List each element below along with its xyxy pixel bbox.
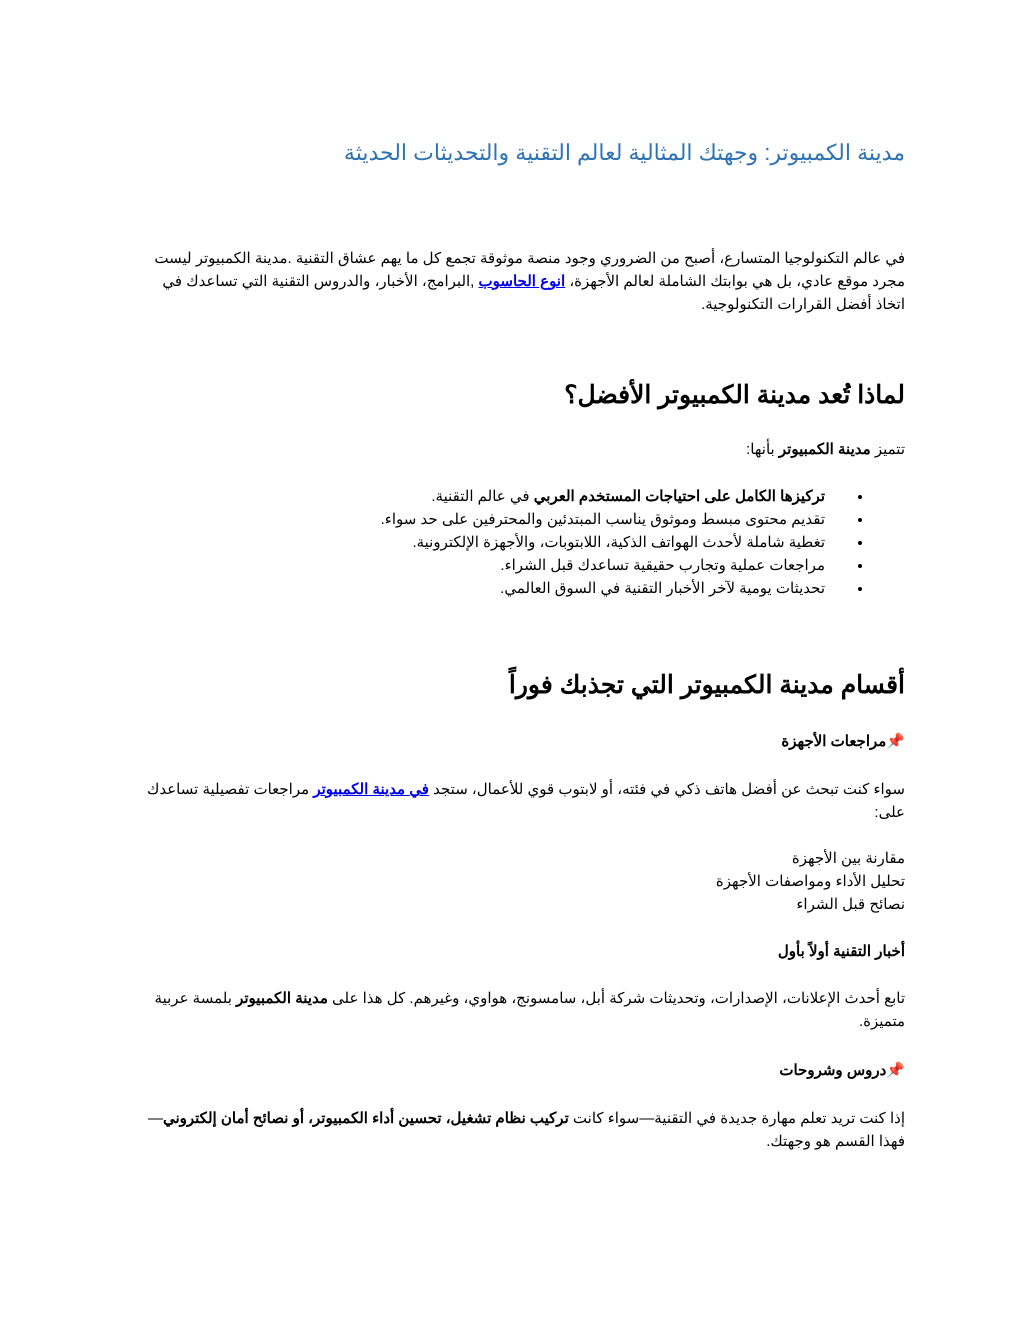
item-bold: تركيزها الكامل على احتياجات المستخدم العربي xyxy=(533,488,825,505)
list-item xyxy=(134,531,847,554)
why-lead xyxy=(134,438,905,461)
computer-types-link[interactable]: انوع الحاسوب xyxy=(478,273,566,290)
news-heading: أخبار التقنية أولاً بأول xyxy=(777,943,905,960)
sections-heading: أقسام مدينة الكمبيوتر التي تجذبك فوراً xyxy=(508,671,905,699)
news-paragraph xyxy=(134,987,905,1033)
list-item xyxy=(134,508,847,531)
review-item: تحليل الأداء ومواصفات الأجهزة xyxy=(715,873,905,890)
lead-text: تتميز xyxy=(870,441,905,458)
intro-paragraph xyxy=(134,247,905,316)
item-text: تقديم محتوى مبسط وموثوق يناسب المبتدئين والمحترفين على حد سواء. xyxy=(380,511,825,528)
list-item xyxy=(134,485,847,508)
lessons-text: إذا كنت تريد تعلم مهارة جديدة في التقنية—سواء كانت xyxy=(568,1110,905,1127)
pin-icon: 📌 xyxy=(886,733,905,750)
reviews-heading xyxy=(134,732,905,750)
reviews-items xyxy=(134,847,905,916)
item-text: مراجعات عملية وتجارب حقيقية تساعدك قبل الشراء. xyxy=(500,557,825,574)
reviews-heading-text: مراجعات الأجهزة xyxy=(781,733,887,750)
reviews-paragraph xyxy=(134,778,905,824)
list-item xyxy=(134,577,847,600)
lessons-text-end: —فهذا القسم هو وجهتك. xyxy=(147,1110,905,1150)
news-text-end: بلمسة عربية متميزة. xyxy=(154,990,905,1030)
intro-text-end: ,البرامج، الأخبار، والدروس التقنية التي تساعدك في اتخاذ أفضل القرارات التكنولوجية. xyxy=(162,273,905,313)
lead-bold: مدينة الكمبيوتر xyxy=(778,441,871,458)
item-text: تحديثات يومية لآخر الأخبار التقنية في السوق العالمي. xyxy=(500,580,825,597)
lessons-paragraph xyxy=(134,1107,905,1153)
lead-text-end: بأنها: xyxy=(746,441,779,458)
why-heading: لماذا تُعد مدينة الكمبيوتر الأفضل؟ xyxy=(564,381,905,409)
review-item: نصائح قبل الشراء xyxy=(796,896,905,913)
features-list xyxy=(134,485,905,600)
list-item xyxy=(134,554,847,577)
intro-text: في عالم التكنولوجيا المتسارع، أصبح من الضروري وجود منصة موثوقة تجمع كل ما يهم عشاق التقنية .مدينة الكمبيوتر ليست مجرد موقع عادي، بل هي بوابتك الشاملة لعالم الأجهزة، xyxy=(154,250,905,290)
news-text: تابع أحدث الإعلانات، الإصدارات، وتحديثات شركة أبل، سامسونج، هواوي، وغيرهم. كل هذا على xyxy=(327,990,905,1007)
lessons-heading-text: دروس وشروحات xyxy=(779,1062,887,1079)
lessons-heading xyxy=(134,1061,905,1079)
reviews-text-end: مراجعات تفصيلية تساعدك على: xyxy=(147,781,905,821)
pin-icon: 📌 xyxy=(886,1062,905,1079)
computer-city-link[interactable]: في مدينة الكمبيوتر xyxy=(313,781,429,798)
review-item: مقارنة بين الأجهزة xyxy=(791,850,905,867)
item-text: تغطية شاملة لأحدث الهواتف الذكية، اللابتوبات، والأجهزة الإلكترونية. xyxy=(412,534,825,551)
lessons-bold: تركيب نظام تشغيل، تحسين أداء الكمبيوتر، أو نصائح أمان إلكتروني xyxy=(162,1110,569,1127)
news-bold: مدينة الكمبيوتر xyxy=(236,990,328,1007)
page-title: مدينة الكمبيوتر: وجهتك المثالية لعالم التقنية والتحديثات الحديثة xyxy=(343,140,905,165)
item-text: في عالم التقنية. xyxy=(431,488,534,505)
reviews-text: سواء كنت تبحث عن أفضل هاتف ذكي في فئته، أو لابتوب قوي للأعمال، ستجد xyxy=(428,781,905,798)
